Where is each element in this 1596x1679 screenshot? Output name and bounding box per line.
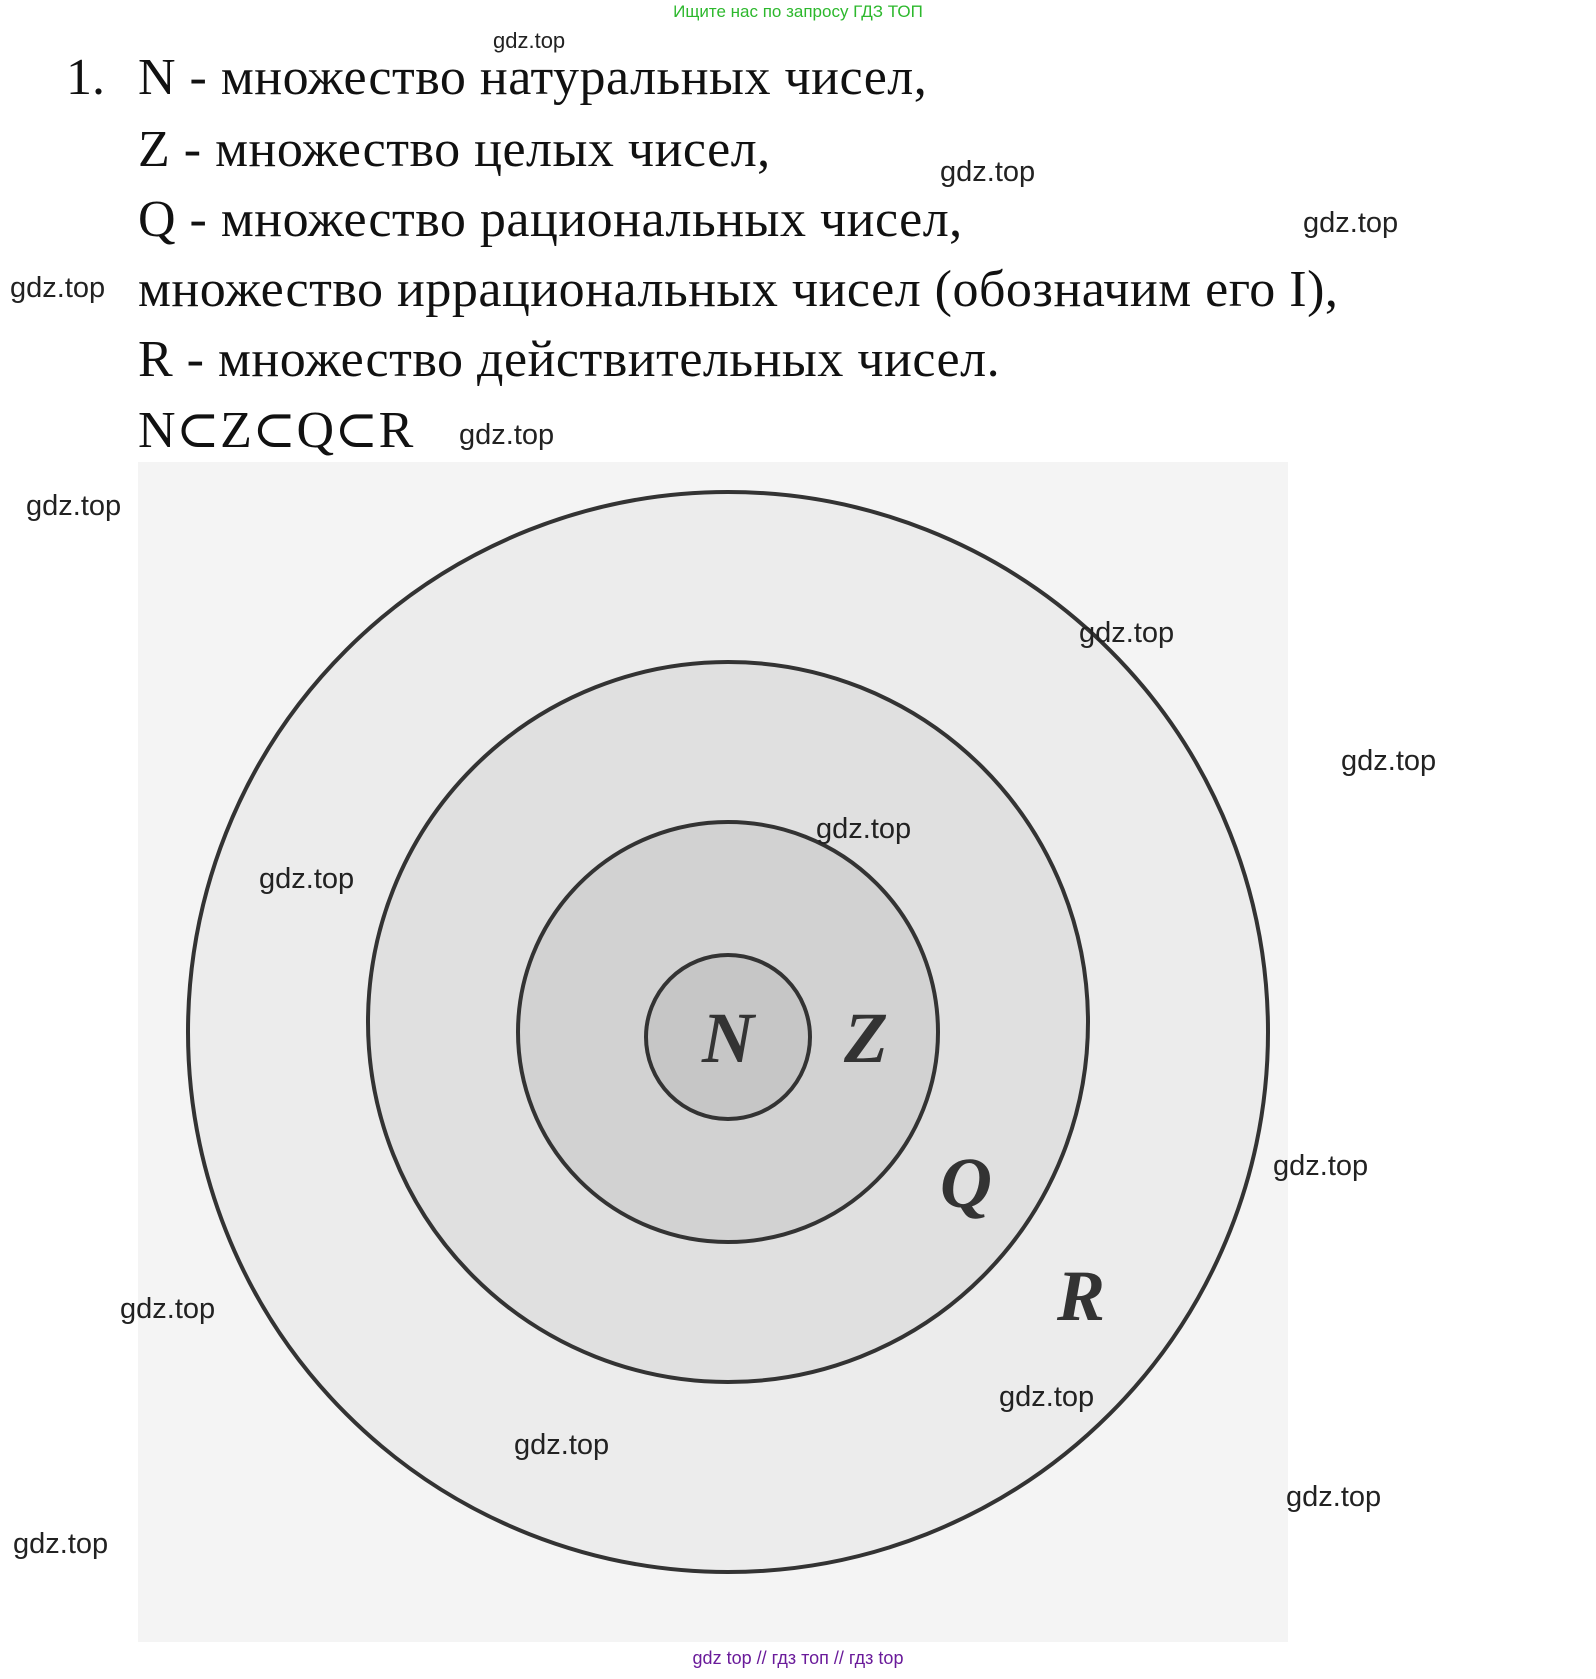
watermark: gdz.top [1341,745,1437,777]
task-number: 1. [66,49,105,106]
watermark: gdz.top [10,272,106,304]
task-line-inclusion: N⊂Z⊂Q⊂R [138,402,414,459]
label-q: Q [940,1143,992,1223]
label-n: N [702,998,754,1078]
watermark: gdz.top [514,1429,610,1461]
watermark: gdz.top [1273,1150,1369,1182]
watermark: gdz.top [120,1293,216,1325]
task-line-irrational: множество иррациональных чисел (обозначим его I), [138,261,1339,318]
top-banner[interactable]: Ищите нас по запросу ГДЗ ТОП [673,2,923,21]
label-z: Z [844,998,888,1078]
watermark: gdz.top [816,813,912,845]
watermark: gdz.top [940,156,1036,188]
watermark: gdz.top [1286,1481,1382,1513]
watermark: gdz.top [13,1528,109,1560]
watermark: gdz.top [1303,207,1399,239]
watermark: gdz.top [999,1381,1095,1413]
watermark: gdz.top [1079,617,1175,649]
watermark: gdz.top [459,419,555,451]
watermark: gdz.top [259,863,355,895]
label-r: R [1056,1256,1106,1336]
watermark: gdz.top [493,28,566,53]
watermark: gdz.top [26,490,122,522]
task-line-real: R - множество действительных чисел. [138,331,1001,388]
task-line-integer: Z - множество целых чисел, [138,121,771,178]
task-line-rational: Q - множество рациональных чисел, [138,191,963,248]
footer-links[interactable]: gdz top // гдз топ // гдз top [692,1648,904,1668]
task-line-natural: N - множество натуральных чисел, [138,49,928,106]
